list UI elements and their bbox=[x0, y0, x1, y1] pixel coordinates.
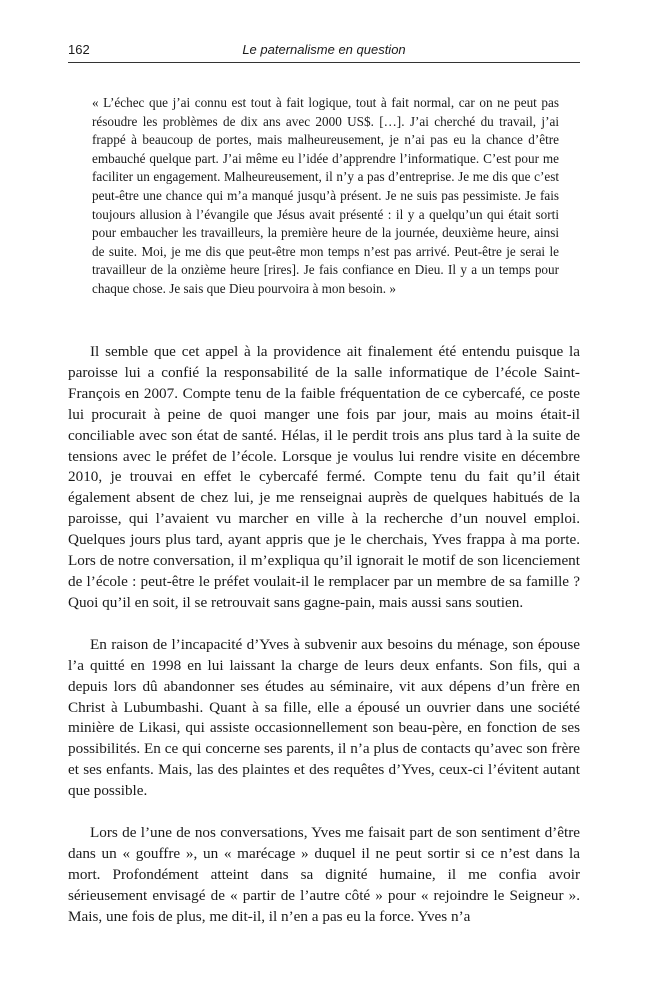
body-text bbox=[68, 342, 580, 928]
paragraph: En raison de l’incapacité d’Yves à subvenir aux besoins du ménage, son épouse l’a quitté en 1998 en lui laissant la charge de leurs deux enfants. Son fils, qui a depuis lors dû abandonner ses études au séminaire, vit aux dépens d’un frère en Christ à Lubumbashi. Quant à sa fille, elle a épousé un ouvrier dans une société minière de Likasi, qui assiste occasionnellement son beau-père, en fonction de ses possibilités. En ce qui concerne ses parents, il n’a plus de contacts qu’avec son frère et ses enfants. Mais, las des plaintes et des requêtes d’Yves, ceux-ci l’évitent autant que possible. bbox=[68, 635, 580, 800]
page-number: 162 bbox=[68, 42, 90, 57]
running-title: Le paternalisme en question bbox=[242, 42, 406, 57]
paragraph: Il semble que cet appel à la providence ait finalement été entendu puisque la paroisse lui a confié la responsabilité de la salle informatique de l’école Saint-François en 2007. Compte tenu de la faible fréquentation de ce cybercafé, ce poste lui procurait à peine de quoi manger une fois par jour, mais au moins était-il conciliable avec son état de santé. Hélas, il le perdit trois ans plus tard à la suite de tensions avec le préfet de l’école. Lorsque je voulus lui rendre visite en décembre 2010, je trouvai en effet le cybercafé fermé. Compte tenu du fait qu’il était également absent de chez lui, je me renseignai auprès de quelques habitués de la paroisse, qui l’avaient vu marcher en ville à la recherche d’un nouvel emploi. Quelques jours plus tard, ayant appris que je le cherchais, Yves frappa à ma porte. Lors de notre conversation, il m’expliqua qu’il ignorait le motif de son licenciement de l’école : peut-être le préfet voulait-il le remplacer par un membre de sa famille ? Quoi qu’il en soit, il se retrouvait sans gagne-pain, mais aussi sans soutien. bbox=[68, 343, 580, 611]
page-header bbox=[68, 40, 580, 63]
block-quote: « L’échec que j’ai connu est tout à fait logique, tout à fait normal, car on ne peut pas résoudre les problèmes de dix ans avec 2000 US$. […]. J’ai cherché du travail, j’ai frappé à beaucoup de portes, mais malheureusement, je n’ai pas eu la chance d’être embauché quelque part. J’ai même eu l’idée d’apprendre l’informatique. C’est pour me faciliter un engagement. Malheureusement, il n’y a pas d’entreprise. Je me dis que c’est peut-être une chance qui m’a manqué jusqu’à présent. Je ne suis pas pessimiste. Je fais toujours allusion à l’évangile que Jésus avait présenté : il y a quelqu’un qui était sorti pour embaucher les travailleurs, la première heure de la journée, deuxième heure, ainsi de suite. Moi, je me dis que peut-être mon temps n’est pas arrivé. Peut-être je serai le travailleur de la onzième heure [rires]. Je fais confiance en Dieu. Il y a un temps pour chaque chose. Je sais que Dieu pourvoira à mon besoin. » bbox=[92, 95, 559, 296]
paragraph: Lors de l’une de nos conversations, Yves me faisait part de son sentiment d’être dans un « gouffre », un « marécage » duquel il ne peut sortir si ce n’est dans la mort. Profondément atteint dans sa dignité humaine, il me confia avoir sérieusement envisagé de « partir de l’autre côté » pour « rejoindre le Seigneur ». Mais, une fois de plus, me dit-il, il n’en a pas eu la force. Yves n’a bbox=[68, 824, 580, 925]
